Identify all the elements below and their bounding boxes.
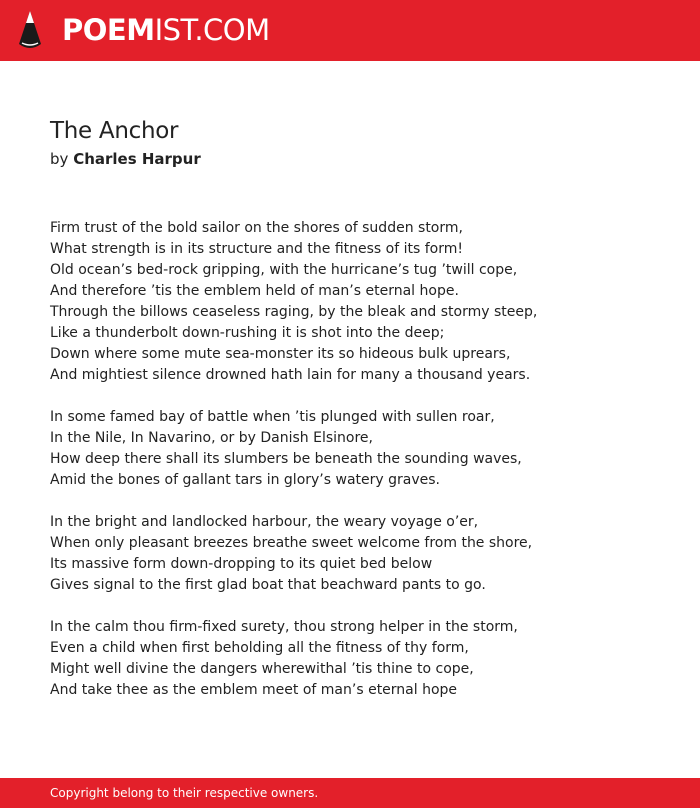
poem-line: What strength is in its structure and the fitness of its form! <box>50 241 463 257</box>
poem-line: In the calm thou firm-fixed surety, thou strong helper in the storm, <box>50 619 518 635</box>
poem-line: Amid the bones of gallant tars in glory’s watery graves. <box>50 472 440 488</box>
poem-line: How deep there shall its slumbers be beneath the sounding waves, <box>50 451 522 467</box>
brand-bold-text: POEM <box>62 13 155 47</box>
poem-line: And therefore ’tis the emblem held of man’s eternal hope. <box>50 283 459 299</box>
poem-line: Its massive form down-dropping to its quiet bed below <box>50 556 433 572</box>
site-logo-text[interactable] <box>62 12 270 48</box>
poem-line: In some famed bay of battle when ’tis plunged with sullen roar, <box>50 409 495 425</box>
poem-line: In the bright and landlocked harbour, the weary voyage o’er, <box>50 514 479 530</box>
poem-line: Through the billows ceaseless raging, by the bleak and stormy steep, <box>50 304 538 320</box>
poem-line: Gives signal to the first glad boat that beachward pants to go. <box>50 577 486 593</box>
site-header <box>0 0 700 61</box>
by-label: by <box>50 150 69 168</box>
poem-line: Firm trust of the bold sailor on the shores of sudden storm, <box>50 220 463 236</box>
poem-title: The Anchor <box>50 118 179 144</box>
poem-line: When only pleasant breezes breathe sweet welcome from the shore, <box>50 535 533 551</box>
poem-body <box>50 218 670 722</box>
poem-stanza <box>50 512 670 596</box>
poem-line: Might well divine the dangers wherewithal ’tis thine to cope, <box>50 661 474 677</box>
brand-light-text: IST.COM <box>154 13 270 47</box>
poem-line: And mightiest silence drowned hath lain for many a thousand years. <box>50 367 531 383</box>
poem-stanza <box>50 218 670 386</box>
poem-author: Charles Harpur <box>73 150 201 168</box>
poem-byline <box>50 149 201 169</box>
poem-line: Old ocean’s bed-rock gripping, with the hurricane’s tug ’twill cope, <box>50 262 518 278</box>
site-footer <box>0 778 700 808</box>
poem-line: Like a thunderbolt down-rushing it is shot into the deep; <box>50 325 445 341</box>
copyright-text: Copyright belong to their respective owners. <box>50 786 319 800</box>
poem-stanza <box>50 617 670 701</box>
poem-line: In the Nile, In Navarino, or by Danish Elsinore, <box>50 430 373 446</box>
poem-line: And take thee as the emblem meet of man’s eternal hope <box>50 682 458 698</box>
poem-line: Down where some mute sea-monster its so hideous bulk uprears, <box>50 346 511 362</box>
poem-stanza <box>50 407 670 491</box>
pencil-tip-icon[interactable] <box>18 10 42 52</box>
poem-line: Even a child when first beholding all the fitness of thy form, <box>50 640 469 656</box>
